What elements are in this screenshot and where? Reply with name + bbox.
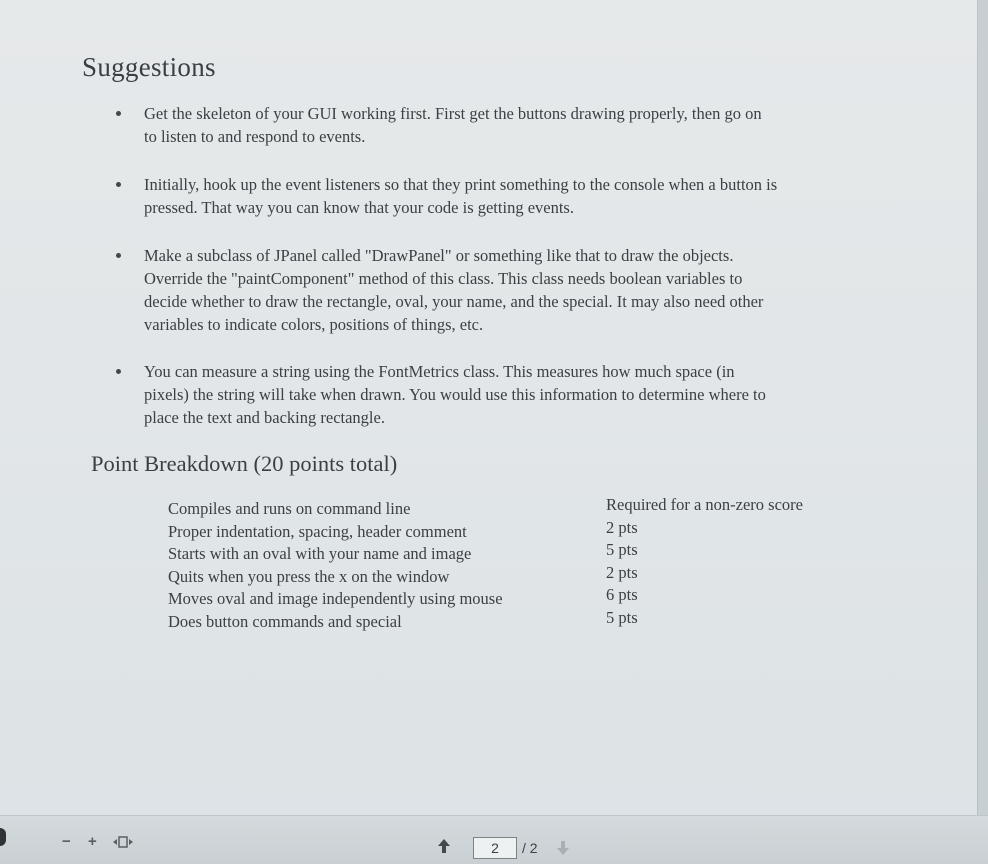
points-cell: 2 pts: [606, 562, 638, 582]
point-breakdown-heading: Point Breakdown (20 points total): [91, 451, 398, 476]
points-column: [606, 494, 926, 630]
pdf-viewer-toolbar: [0, 815, 988, 864]
bullet-icon: [116, 369, 121, 374]
bullet-line: Override the "paintComponent" method of this class. This class needs boolean variables to: [144, 269, 743, 288]
points-cell: 6 pts: [606, 585, 638, 605]
criteria-cell: Quits when you press the x on the window: [168, 566, 450, 586]
bullet-line: place the text and backing rectangle.: [144, 408, 385, 427]
criteria-cell: Moves oval and image independently using mouse: [168, 589, 503, 609]
suggestions-heading: Suggestions: [82, 52, 216, 82]
bullet-line: to listen to and respond to events.: [144, 127, 366, 146]
fit-page-icon[interactable]: [112, 835, 134, 853]
bullet-line: Initially, hook up the event listeners so that they print something to the console when a button is: [144, 175, 778, 194]
next-page-button[interactable]: [556, 840, 570, 861]
criteria-cell: Compiles and runs on command line: [168, 499, 411, 518]
zoom-out-button[interactable]: −: [62, 833, 71, 850]
criteria-cell: Starts with an oval with your name and image: [168, 544, 472, 564]
bullet-line: pressed. That way you can know that your code is getting events.: [144, 198, 574, 217]
criteria-column: [168, 498, 588, 634]
zoom-in-button[interactable]: +: [88, 833, 97, 850]
bullet-line: decide whether to draw the rectangle, oval, your name, and the special. It may also need other: [144, 292, 764, 311]
page-total: / 2: [522, 840, 538, 856]
bullet-icon: [116, 253, 121, 258]
points-cell: Required for a non-zero score: [606, 495, 803, 514]
points-cell: 5 pts: [606, 540, 638, 560]
arrow-up-icon: [437, 838, 451, 854]
sidebar-toggle-icon[interactable]: [0, 828, 6, 846]
bullet-line: Make a subclass of JPanel called "DrawPanel" or something like that to draw the objects.: [144, 246, 734, 265]
bullet-line: Get the skeleton of your GUI working first. First get the buttons drawing properly, then go on: [144, 104, 762, 123]
window-edge: [978, 0, 988, 815]
previous-page-button[interactable]: [437, 838, 451, 859]
page-number-input[interactable]: 2: [473, 837, 517, 859]
criteria-cell: Proper indentation, spacing, header comment: [168, 521, 467, 541]
criteria-cell: Does button commands and special: [168, 611, 402, 631]
bullet-icon: [116, 182, 121, 187]
bullet-line: You can measure a string using the FontMetrics class. This measures how much space (in: [144, 362, 735, 381]
bullet-icon: [116, 111, 121, 116]
points-cell: 2 pts: [606, 517, 638, 537]
bullet-line: variables to indicate colors, positions of things, etc.: [144, 315, 484, 334]
points-cell: 5 pts: [606, 607, 638, 627]
arrow-down-icon: [556, 840, 570, 856]
bullet-line: pixels) the string will take when drawn. You would use this information to determine where to: [144, 385, 766, 404]
